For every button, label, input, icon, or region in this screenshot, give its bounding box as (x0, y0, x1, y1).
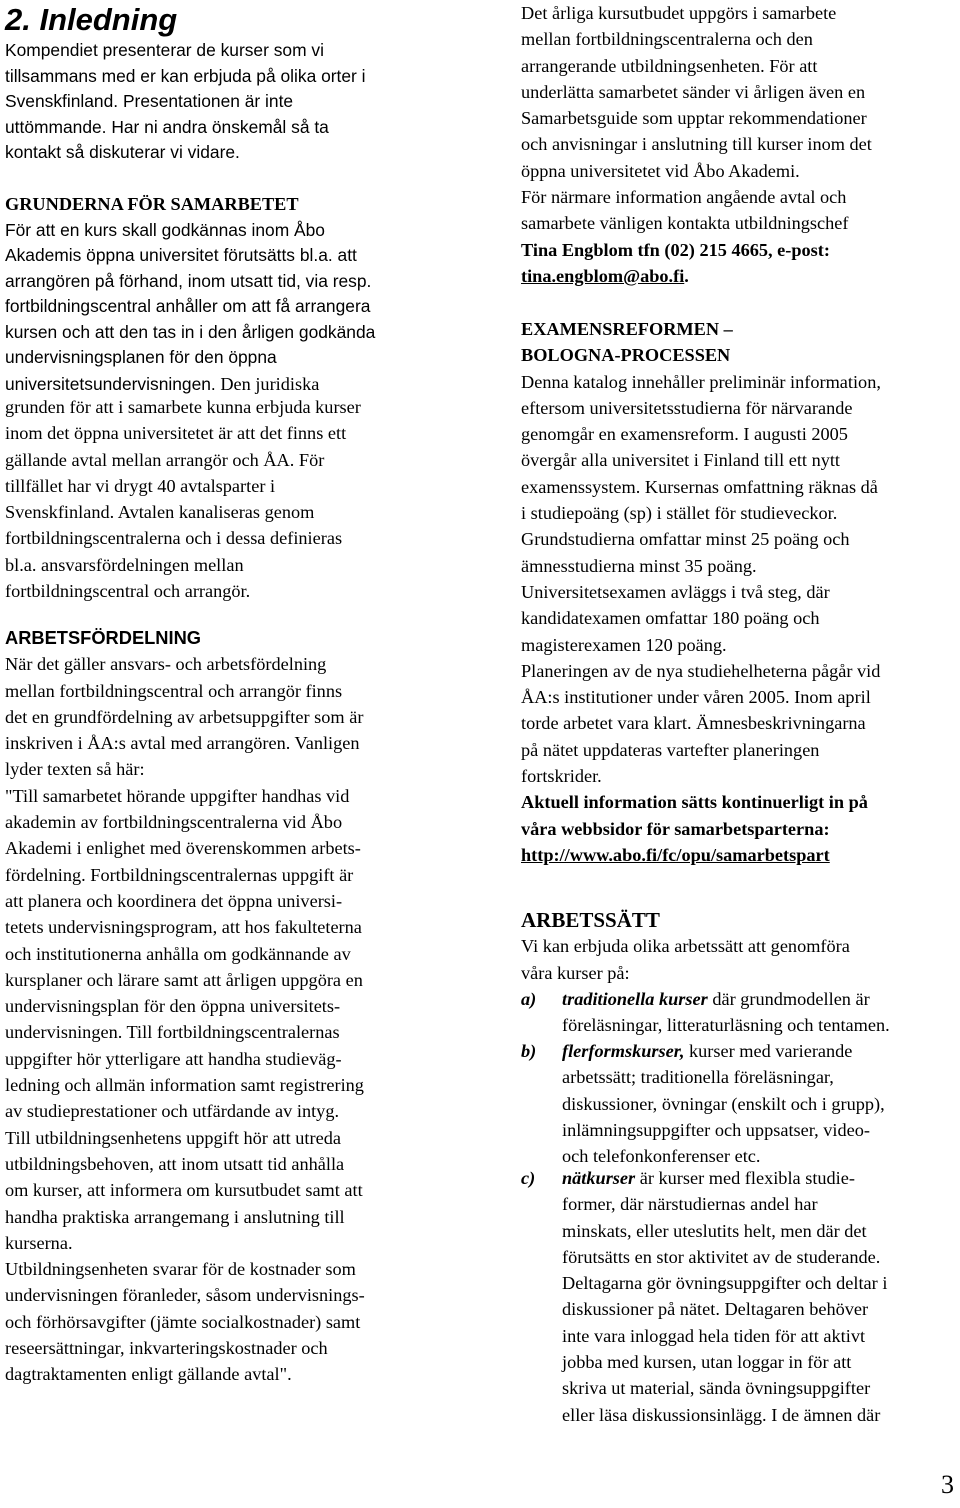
right-intro-line: Det årliga kursutbudet uppgörs i samarbete (521, 3, 837, 23)
list-item-label: a) (521, 989, 537, 1009)
list-item-first-rest: kurser med varierande (684, 1041, 853, 1061)
email-suffix: . (684, 265, 689, 286)
examensreformen-line: torde arbetet vara klart. Ämnesbeskrivningarna (521, 713, 866, 734)
arbetsfordelning-line: att planera och koordinera det öppna universi- (5, 890, 343, 911)
arbetsfordelning-line: undervisningen föranleder, såsom undervisnings- (5, 1285, 365, 1306)
grunderna-serif-line: Svenskfinland. Avtalen kanaliseras genom (5, 502, 315, 523)
samarbetspart-link[interactable]: http://www.abo.fi/fc/opu/samarbetspart (521, 844, 830, 865)
examensreformen-line: övergår alla universitet i Finland till ett nytt (521, 450, 841, 471)
right-intro-line: samarbete vänligen kontakta utbildningschef (521, 213, 849, 234)
grunderna-serif-line: grunden för att i samarbete kunna erbjuda kurser (5, 397, 361, 417)
arbetsfordelning-line: lyder texten så här: (5, 759, 145, 780)
right-intro-line: mellan fortbildningscentralerna och den (521, 29, 813, 50)
list-item-term: traditionella kurser (562, 989, 708, 1009)
list-item-term: flerformskurser, (562, 1041, 685, 1061)
examensreformen-line: eftersom universitetsstudierna för närvarande (521, 397, 853, 418)
arbetsfordelning-line: och förhörsavgifter (jämte socialkostnader) samt (5, 1311, 361, 1332)
intro-line: Svenskfinland. Presentationen är inte (5, 91, 294, 111)
list-item-line: diskussioner på nätet. Deltagaren behöver (562, 1299, 869, 1320)
arbetsfordelning-line: utbildningsbehoven, att inom utsatt tid anhålla (5, 1153, 345, 1174)
intro-line: tillsammans med er kan erbjuda på olika orter i (5, 65, 366, 86)
arbetsfordelning-section (5, 625, 365, 1388)
examensreformen-line: fortskrider. (521, 766, 602, 787)
arbetsfordelning-line: handha praktiska arrangemang i anslutning till (5, 1206, 345, 1227)
examensreformen-bold-line: Aktuell information sätts kontinuerligt in på (521, 792, 868, 813)
page-heading: 2. Inledning (5, 2, 178, 37)
right-intro-section (521, 0, 872, 289)
arbetsfordelning-line: dagtraktamenten enligt gällande avtal". (5, 1364, 292, 1385)
arbetsfordelning-line: undervisningen. Till fortbildningscentralernas (5, 1022, 340, 1043)
examensreformen-line: genomgår en examensreform. I augusti 2005 (521, 424, 848, 445)
examensreformen-line: Universitetsexamen avläggs i två steg, där (521, 581, 830, 602)
list-item-label: c) (521, 1168, 536, 1188)
right-intro-line: För närmare information angående avtal och (521, 187, 847, 208)
list-item-line: inte vara inloggad hela tiden för att aktivt (562, 1325, 866, 1346)
arbetsfordelning-line: fördelning. Fortbildningscentralernas uppgift är (5, 864, 354, 885)
grunderna-line: arrangören på förhand, inom utsatt tid, via resp. (5, 270, 372, 291)
arbetsfordelning-line: "Till samarbetet hörande uppgifter handhas vid (5, 785, 350, 806)
grunderna-serif-line: bl.a. ansvarsfördelningen mellan (5, 554, 244, 575)
list-item-label: b) (521, 1041, 537, 1061)
examensreformen-line: Grundstudierna omfattar minst 25 poäng och (521, 529, 850, 550)
arbetsfordelning-line: När det gäller ansvars- och arbetsfördelning (5, 654, 327, 675)
examensreformen-line: magisterexamen 120 poäng. (521, 634, 727, 655)
examensreformen-line: kandidatexamen omfattar 180 poäng och (521, 608, 820, 629)
examensreformen-line: ÅA:s institutioner under våren 2005. Inom april (521, 687, 871, 708)
grunderna-serif-line: fortbildningscentralerna och i dessa definieras (5, 528, 343, 549)
list-item-line: former, där närstudiernas andel har (562, 1194, 818, 1215)
arbetssatt-section (521, 907, 958, 1425)
arbetsfordelning-line: akademin av fortbildningscentralerna vid Åbo (5, 812, 343, 833)
arbetssatt-intro-line: våra kurser på: (521, 962, 630, 983)
arbetsfordelning-line: kursplaner och lärare samt att årligen uppgöra en (5, 969, 363, 990)
list-item-first-rest: där grundmodellen är (707, 989, 870, 1009)
grunderna-line: fortbildningscentral anhåller om att få arrangera (5, 296, 371, 316)
examensreformen-heading-1: EXAMENSREFORMEN – (521, 319, 733, 339)
right-intro-line: Samarbetsguide som upptar rekommendationer (521, 108, 867, 129)
intro-line: uttömmande. Har ni andra önskemål så ta (5, 116, 329, 137)
arbetsfordelning-line: om kurser, att informera om kursutbudet samt att (5, 1180, 363, 1201)
list-item-line: jobba med kursen, utan loggar in för att (562, 1352, 852, 1373)
intro-line: kontakt så diskuterar vi vidare. (5, 142, 240, 162)
contact-line: Tina Engblom tfn (02) 215 4665, e-post: (521, 239, 830, 260)
arbetsfordelning-line: kurserna. (5, 1232, 73, 1253)
grunderna-serif-line: tillfället har vi drygt 40 avtalsparter i (5, 475, 276, 496)
grunderna-serif-line: inom det öppna universitetet är att det finns ett (5, 423, 347, 444)
list-item-line: och telefonkonferenser etc. (562, 1146, 761, 1167)
list-item-line: skriva ut material, sända övningsuppgifter (562, 1378, 871, 1399)
list-item-term: nätkurser (562, 1168, 636, 1188)
arbetsfordelning-line: reseersättningar, inkvarteringskostnader och (5, 1338, 328, 1359)
list-item-text (562, 986, 890, 1039)
examensreformen-line: Denna katalog innehåller preliminär information, (521, 371, 881, 392)
grunderna-line: kursen och att den tas in i den årligen godkända (5, 321, 376, 342)
list-item-line: förutsätts en stor aktivitet av de studerande. (562, 1246, 881, 1267)
grunderna-serif-paragraph (5, 394, 361, 604)
arbetsfordelning-line: Akademi i enlighet med överenskommen arbets- (5, 838, 361, 859)
list-item-line: minskats, eller uteslutits helt, men där det (562, 1220, 867, 1241)
arbetsfordelning-line: ledning och allmän information samt registrering (5, 1075, 364, 1096)
arbetsfordelning-line: inskriven i ÅA:s avtal med arrangören. Vanligen (5, 733, 360, 754)
list-item-text (562, 1038, 885, 1169)
list-item-line: diskussioner, övningar (enskilt och i grupp), (562, 1093, 885, 1114)
examensreformen-line: på nätet uppdateras vartefter planeringen (521, 739, 820, 760)
list-item-first-line (562, 1165, 887, 1191)
intro-paragraph (5, 38, 366, 166)
grunderna-line: För att en kurs skall godkännas inom Åbo (5, 219, 325, 240)
list-item-line: arbetssätt; traditionella föreläsningar, (562, 1067, 834, 1088)
right-intro-line: underlätta samarbetet sänder vi årligen även en (521, 81, 866, 102)
list-item-line: eller läsa diskussionsinlägg. I de ämnen där (562, 1404, 881, 1425)
examensreformen-bold-line: våra webbsidor för samarbetsparterna: (521, 818, 830, 839)
arbetsfordelning-heading: ARBETSFÖRDELNING (5, 627, 202, 648)
list-item-first-line (562, 986, 890, 1012)
arbetsfordelning-line: undervisningsplan för den öppna universitets- (5, 996, 341, 1017)
grunderna-heading: GRUNDERNA FÖR SAMARBETET (5, 194, 299, 214)
list-item-first-line (562, 1038, 885, 1064)
list-item-line: Deltagarna gör övningsuppgifter och deltar i (562, 1273, 888, 1294)
right-intro-line: och anvisningar i anslutning till kurser inom det (521, 134, 872, 155)
list-item-line: föreläsningar, litteraturläsning och tentamen. (562, 1015, 890, 1036)
examensreformen-heading-2: BOLOGNA-PROCESSEN (521, 345, 731, 366)
arbetsfordelning-line: och institutionerna anhålla om godkännande av (5, 943, 351, 964)
arbetssatt-intro-line: Vi kan erbjuda olika arbetssätt att genomföra (521, 936, 850, 957)
grunderna-line: Akademis öppna universitet förutsätts bl.a. att (5, 245, 357, 265)
examensreformen-line: ämnesstudierna minst 35 poäng. (521, 555, 757, 576)
page-number: 3 (941, 1470, 954, 1499)
right-intro-line: öppna universitetet vid Åbo Akademi. (521, 160, 800, 181)
grunderna-serif-line: gällande avtal mellan arrangör och ÅA. För (5, 449, 325, 470)
email-link[interactable]: tina.engblom@abo.fi (521, 265, 685, 286)
arbetsfordelning-line: uppgifter hör ytterligare att handha studieväg- (5, 1048, 342, 1069)
right-intro-line: arrangerande utbildningsenheten. För att (521, 55, 818, 76)
email-line (521, 263, 872, 289)
grunderna-mixed-serif: Den juridiska (215, 373, 320, 394)
list-item-text (562, 1165, 887, 1428)
arbetsfordelning-line: det en grundfördelning av arbetsuppgifter som är (5, 706, 364, 727)
list-item-line: inlämningsuppgifter och uppsatser, video- (562, 1119, 870, 1140)
examensreformen-line: i studiepoäng (sp) i stället för studieveckor. (521, 503, 838, 524)
intro-line: Kompendiet presenterar de kurser som vi (5, 40, 324, 60)
grunderna-mixed-sans: universitetsundervisningen. (5, 373, 216, 394)
examensreformen-line: examenssystem. Kursernas omfattning räknas då (521, 476, 878, 497)
arbetsfordelning-line: mellan fortbildningscentral och arrangör finns (5, 680, 343, 701)
arbetsfordelning-line: av studieprestationer och utfärdande av intyg. (5, 1101, 340, 1122)
grunderna-serif-line: fortbildningscentral och arrangör. (5, 581, 251, 602)
examensreformen-line: Planeringen av de nya studiehelheterna pågår vid (521, 660, 881, 681)
arbetssatt-heading: ARBETSSÄTT (521, 908, 660, 932)
grunderna-section (5, 192, 375, 397)
arbetsfordelning-line: Utbildningsenheten svarar för de kostnader som (5, 1259, 356, 1280)
examensreformen-section (521, 316, 881, 868)
grunderna-line: undervisningsplanen för den öppna (5, 347, 277, 367)
list-item-first-rest: är kurser med flexibla studie- (635, 1168, 855, 1188)
arbetsfordelning-line: tetets undervisningsprogram, att hos fakulteterna (5, 917, 362, 938)
arbetsfordelning-line: Till utbildningsenhetens uppgift hör att utreda (5, 1127, 341, 1148)
